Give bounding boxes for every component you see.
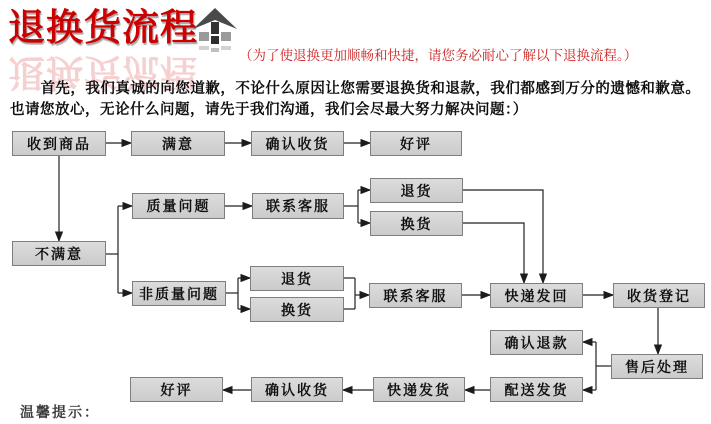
page-title: 退换货流程 xyxy=(8,7,198,48)
flow-node-receipt-registration: 收货登记 xyxy=(613,283,705,308)
flow-node-confirm-receipt-bottom: 确认收货 xyxy=(251,377,343,402)
page-title-reflection: 退换货流程 xyxy=(8,52,198,93)
flow-node-non-quality-issue: 非质量问题 xyxy=(132,281,226,306)
flow-node-dissatisfied: 不满意 xyxy=(12,241,106,266)
flow-node-contact-service-quality: 联系客服 xyxy=(252,193,344,219)
flow-node-delivery-dispatch: 配送发货 xyxy=(490,377,583,402)
flow-node-return-nonquality: 退货 xyxy=(250,266,344,291)
flow-node-received-goods: 收到商品 xyxy=(12,131,106,156)
flow-node-quality-issue: 质量问题 xyxy=(132,193,225,219)
flow-node-confirm-refund: 确认退款 xyxy=(490,330,583,355)
flow-node-exchange-quality: 换货 xyxy=(370,211,463,236)
flow-node-return-quality: 退货 xyxy=(370,178,463,203)
flow-node-confirm-receipt-top: 确认收货 xyxy=(251,131,344,156)
tip-label: 温馨提示： xyxy=(20,404,100,420)
intro-text: 首先，我们真诚的向您道歉，不论什么原因让您需要退换货和退款，我们都感到万分的遗憾和歉意。也请您放心，无论什么问题，请先于我们沟通，我们会尽最大努力解决问题：） xyxy=(10,81,701,118)
flow-node-express-send-back: 快递发回 xyxy=(490,283,583,308)
flow-node-after-sales-processing: 售后处理 xyxy=(611,354,703,379)
flow-connector-14 xyxy=(463,223,524,283)
flow-node-exchange-nonquality: 换货 xyxy=(250,297,344,322)
flow-node-good-review-top: 好评 xyxy=(370,131,462,156)
flow-node-express-dispatch: 快递发货 xyxy=(373,377,465,402)
flow-node-contact-service-nonquality: 联系客服 xyxy=(369,283,462,308)
flow-connector-13 xyxy=(463,190,543,283)
header-note: （为了使退换更加顺畅和快捷，请您务必耐心了解以下退换流程。） xyxy=(239,48,638,63)
flow-node-good-review-bottom: 好评 xyxy=(130,377,223,402)
flow-node-satisfied: 满意 xyxy=(131,131,225,156)
